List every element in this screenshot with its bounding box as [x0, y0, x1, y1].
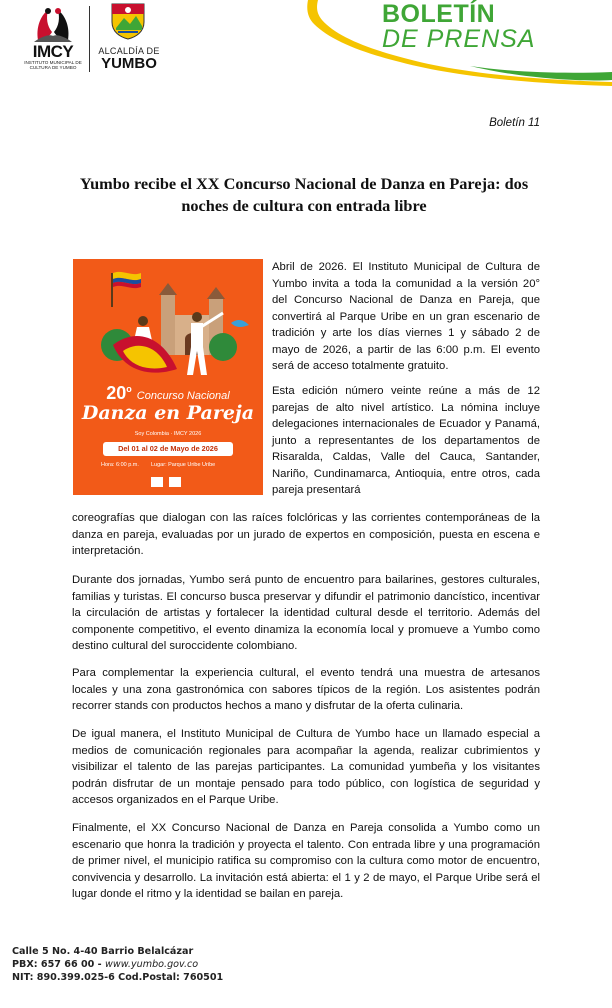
event-poster	[73, 259, 263, 495]
banner-subtitle: DE PRENSA	[382, 25, 536, 53]
alcaldia-label: ALCALDÍA DE	[98, 46, 160, 56]
poster-ordinal: o	[126, 384, 132, 394]
poster-illustration	[73, 259, 263, 495]
imcy-name: IMCY	[32, 42, 74, 61]
footer-website[interactable]: www.yumbo.gov.co	[105, 959, 199, 970]
imcy-subtitle: INSTITUTO MUNICIPAL DE CULTURA DE YUMBO	[24, 60, 82, 70]
headline: Yumbo recibe el XX Concurso Nacional de Danza en Pareja: dos noches de cultura con entrada libre	[79, 174, 529, 215]
header-divider	[89, 6, 90, 72]
poster-place: Lugar: Parque Uribe Uribe	[151, 462, 216, 468]
poster-number: 20	[106, 383, 127, 403]
footer-pbx: PBX: 657 66 00 -	[12, 959, 105, 970]
banner-title: BOLETÍN	[382, 0, 496, 28]
poster-edition	[73, 383, 263, 404]
poster-concurso: Concurso Nacional	[136, 390, 230, 402]
paragraph-artisans: Para complementar la experiencia cultural, el evento tendrá una muestra de artesanos locales y una zona gastronómica con sabores típicos de la región. Los asistentes podrán recorrer stands con productos hechos a mano y disfrutar de la oferta culinaria.	[72, 667, 540, 712]
paragraph-encounter: Durante dos jornadas, Yumbo será punto de encuentro para bailarines, gestores culturales, familias y turistas. El concurso busca preservar y difundir el patrimonio dancístico, incentivar la circulación de artistas y fortalecer la identidad cultural desde el territorio. Además del componente competitivo, el evento dinamiza la economía local y promueve a Yumbo como destino cultural del suroccidente colombiano.	[72, 574, 540, 652]
footer-contact	[12, 958, 223, 971]
paragraph-participants-cont: coreografías que dialogan con las raíces folclóricas y las corrientes contemporáneas de la danza en pareja, evaluadas por un jurado de expertos en composición, puesta en escena e interpretación.	[72, 512, 540, 557]
paragraph-media: De igual manera, el Instituto Municipal de Cultura de Yumbo hace un llamado especial a medios de comunicación regionales para acompañar la agenda, realizar cubrimientos y visibilizar el talento de las parejas participantes. La comunidad yumbeña y los visitantes podrán disfrutar de un montaje pensado para todo público, con logística de seguridad y accesos organizados en el Parque Uribe.	[72, 728, 540, 806]
yumbo-shield-icon	[110, 2, 146, 40]
alcaldia-city: YUMBO	[101, 55, 157, 72]
alcaldia-logo	[96, 2, 162, 74]
footer-address: Calle 5 No. 4-40 Barrio Belalcázar	[12, 946, 194, 957]
footer	[12, 945, 223, 984]
poster-tag: Soy Colombia · IMCY 2026	[134, 431, 202, 437]
imcy-logo	[24, 6, 82, 70]
poster-time: Hora: 6:00 p.m.	[101, 462, 139, 468]
bulletin-number: Boletín 11	[489, 117, 540, 129]
poster-title: Danza en Pareja	[81, 402, 255, 424]
footer-nit: NIT: 890.399.025-6 Cod.Postal: 760501	[12, 972, 224, 983]
paragraph-intro: Abril de 2026. El Instituto Municipal de Cultura de Yumbo invita a toda la comunidad a la versión 20° del Concurso Nacional de Danza en Pareja, que convertirá al Parque Uribe en un gran escenario de tradición y arte los días viernes 1 y sábado 2 de mayo de 2026, a partir de las 6:00 p.m. El evento será de acceso totalmente gratuito.	[272, 261, 540, 372]
paragraph-closing: Finalmente, el XX Concurso Nacional de Danza en Pareja consolida a Yumbo como un escenario que honra la tradición y proyecta el talento. Con entrada libre y una programación de primer nivel, el municipio ratifica su compromiso con la cultura como motor de encuentro, convivencia y desarrollo. La invitación está abierta: el 1 y 2 de mayo, el Parque Uribe será el lugar donde el ritmo y la identidad se bailan en pareja.	[72, 822, 540, 900]
imcy-dancers-icon	[30, 6, 76, 42]
paragraph-participants: Esta edición número veinte reúne a más de 12 parejas de alto nivel artístico. La nómina incluye delegaciones internacionales de Ecuador y Panamá, junto a representantes de los departamentos de Risaralda, Caldas, Valle del Cauca, Santander, Nariño, Cundinamarca, Antioquia, entre otros, cada pareja presentará	[272, 385, 540, 496]
poster-dates: Del 01 al 02 de Mayo de 2026	[103, 442, 233, 456]
